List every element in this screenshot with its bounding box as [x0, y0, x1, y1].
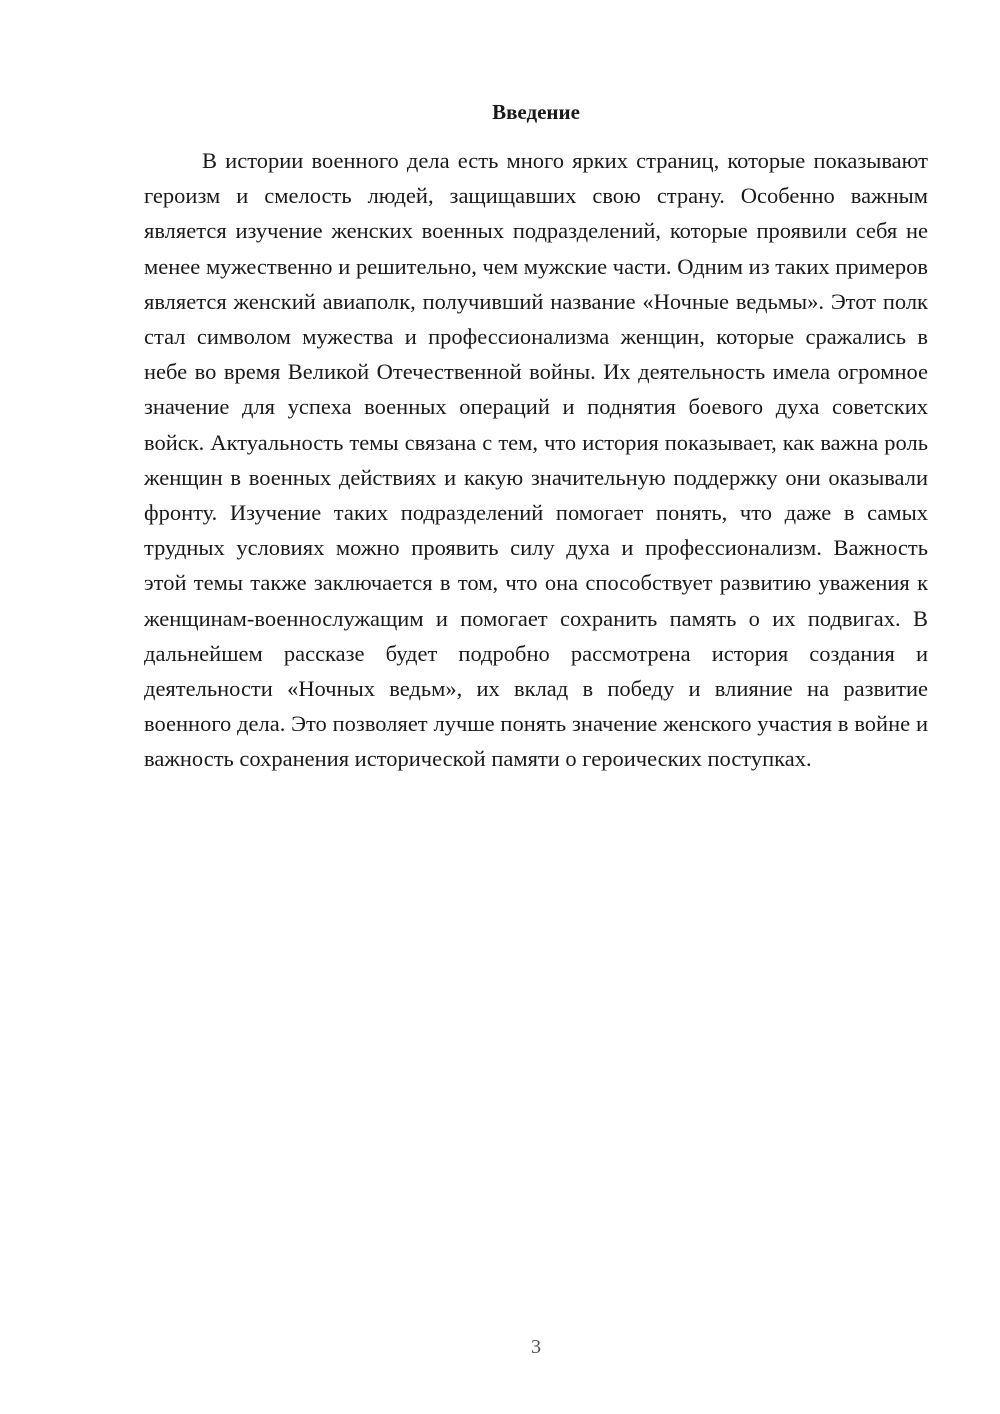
section-heading: Введение [492, 100, 580, 124]
page-number: 3 [531, 1336, 541, 1358]
body-paragraph: В истории военного дела есть много ярких страниц, которые показывают героизм и смелость людей, защищавших свою страну. Особенно важным является изучение женских военных подразделений, которые проявили себя не менее мужественно и решительно, чем мужские части. Одним из таких примеров является женский авиаполк, получивший название «Ночные ведьмы». Этот полк стал символом мужества и профессионализма женщин, которые сражались в небе во время Великой Отечественной войны. Их деятельность имела огромное значение для успеха военных операций и поднятия боевого духа советских войск. Актуальность темы связана с тем, что история показывает, как важна роль женщин в военных действиях и какую значительную поддержку они оказывали фронту. Изучение таких подразделений помогает понять, что даже в самых трудных условиях можно проявить силу духа и профессионализм. Важность этой темы также заключается в том, что она способствует развитию уважения к женщинам-военнослужащим и помогает сохранить память о их подвигах. В дальнейшем рассказе будет подробно рассмотрена история создания и деятельности «Ночных ведьм», их вклад в победу и влияние на развитие военного дела. Это позволяет лучше понять значение женского участия в войне и важность сохранения исторической памяти о героических поступках. [144, 148, 928, 772]
